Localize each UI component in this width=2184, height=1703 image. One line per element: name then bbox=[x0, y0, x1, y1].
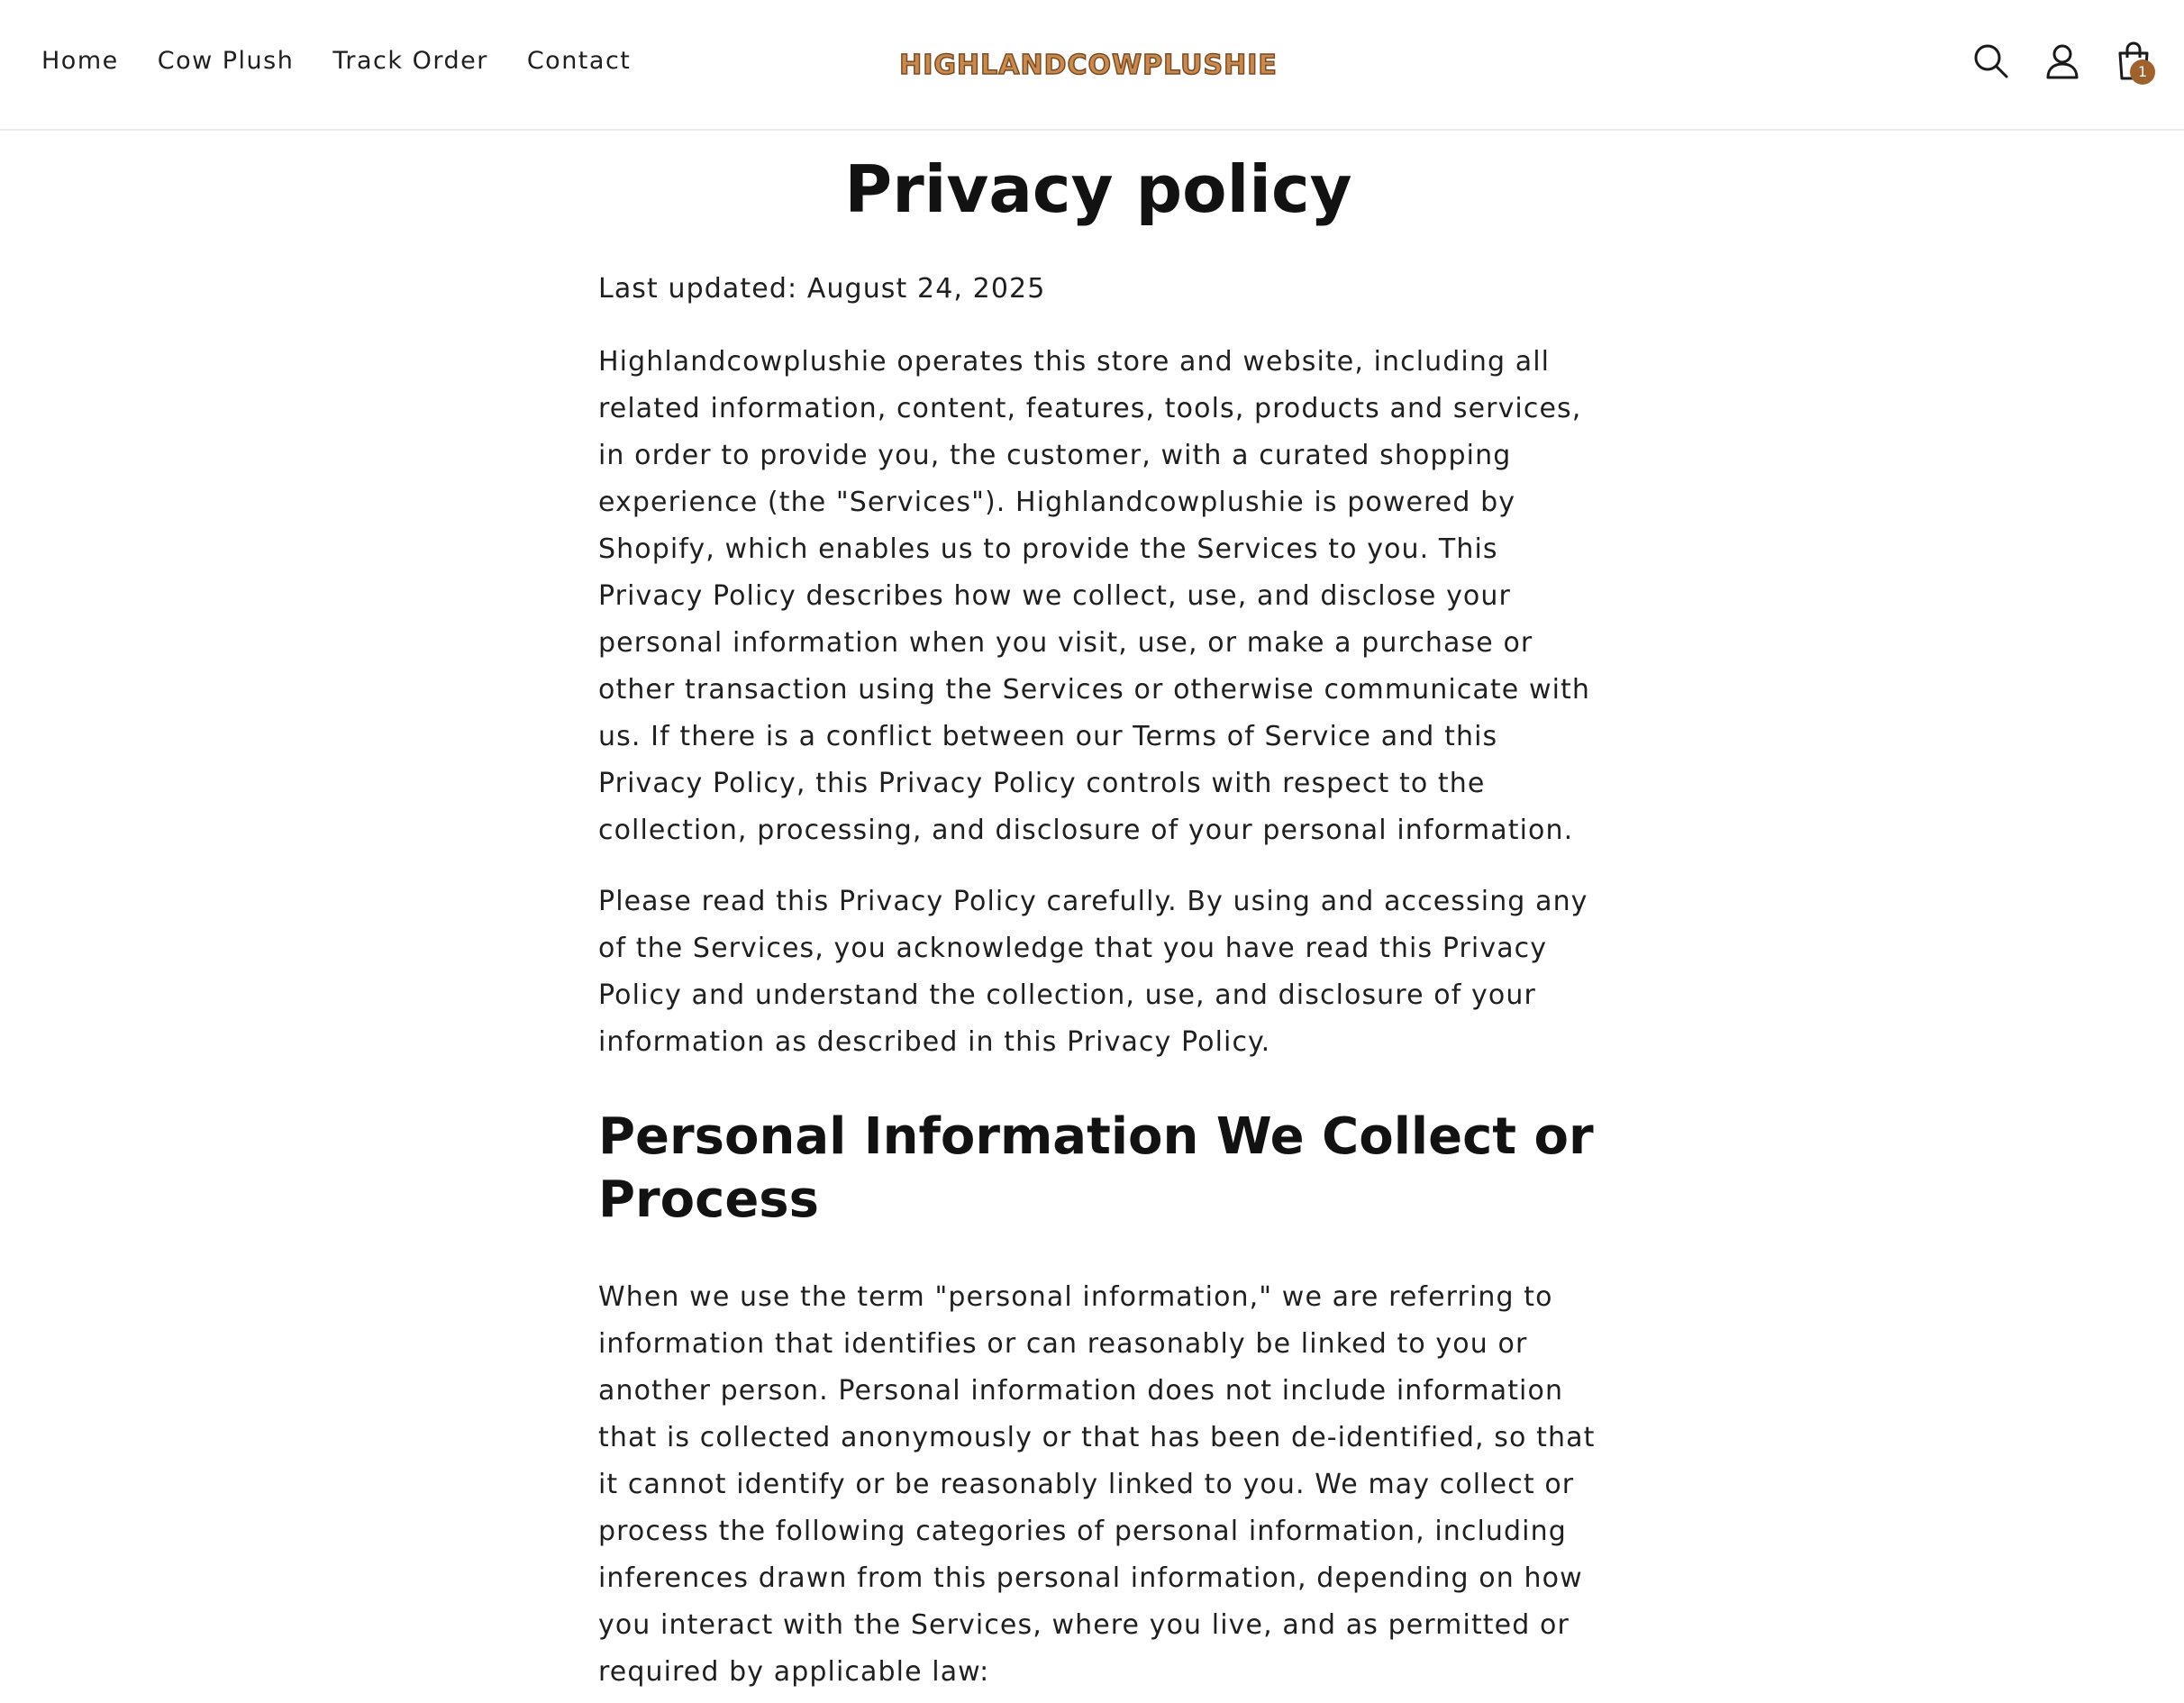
main-nav bbox=[41, 43, 669, 79]
search-button[interactable] bbox=[1970, 40, 2013, 83]
section-heading-personal-information: Personal Information We Collect or Process bbox=[598, 1107, 1594, 1229]
search-icon bbox=[1970, 40, 2013, 83]
nav-home[interactable]: Home bbox=[41, 47, 119, 75]
read-carefully-paragraph: Please read this Privacy Policy carefully. By using and accessing any of the Services, you acknowledge that you have read this Privacy Policy and understand the collection, use, and disclosure of your information as described in this Privacy Policy. bbox=[598, 886, 1588, 1058]
intro-paragraph: Highlandcowplushie operates this store and website, including all related information, content, features, tools, products and services, in order to provide you, the customer, with a curated shopping experience (the "Services"). Highlandcowplushie is powered by Shopify, which enables us to provide the Services to you. This Privacy Policy describes how we collect, use, and disclose your personal information when you visit, use, or make a purchase or other transaction using the Services or otherwise communicate with us. If there is a conflict between our Terms of Service and this Privacy Policy, this Privacy Policy controls with respect to the collection, processing, and disclosure of your personal information. bbox=[598, 346, 1591, 846]
last-updated: Last updated: August 24, 2025 bbox=[598, 273, 1046, 305]
site-logo[interactable] bbox=[899, 40, 1278, 87]
site-header bbox=[0, 0, 2184, 131]
account-icon bbox=[2041, 40, 2084, 83]
page-title: Privacy policy bbox=[844, 151, 1352, 227]
nav-cow-plush[interactable]: Cow Plush bbox=[157, 47, 295, 75]
nav-track-order[interactable]: Track Order bbox=[332, 47, 488, 75]
nav-contact[interactable]: Contact bbox=[526, 47, 632, 75]
account-button[interactable] bbox=[2041, 40, 2084, 83]
personal-information-paragraph: When we use the term "personal information," we are referring to information that identifies or can reasonably be linked to you or another person. Personal information does not include information that is collected anonymously or that has been de-identified, so that it cannot identify or be reasonably linked to you. We may collect or process the following categories of personal information, including inferences drawn from this personal information, depending on how you interact with the Services, where you live, and as permitted or required by applicable law: bbox=[598, 1281, 1596, 1688]
cart-count-badge: 1 bbox=[2130, 59, 2155, 85]
logo-text: HIGHLANDCOWPLUSHIE bbox=[899, 50, 1278, 81]
